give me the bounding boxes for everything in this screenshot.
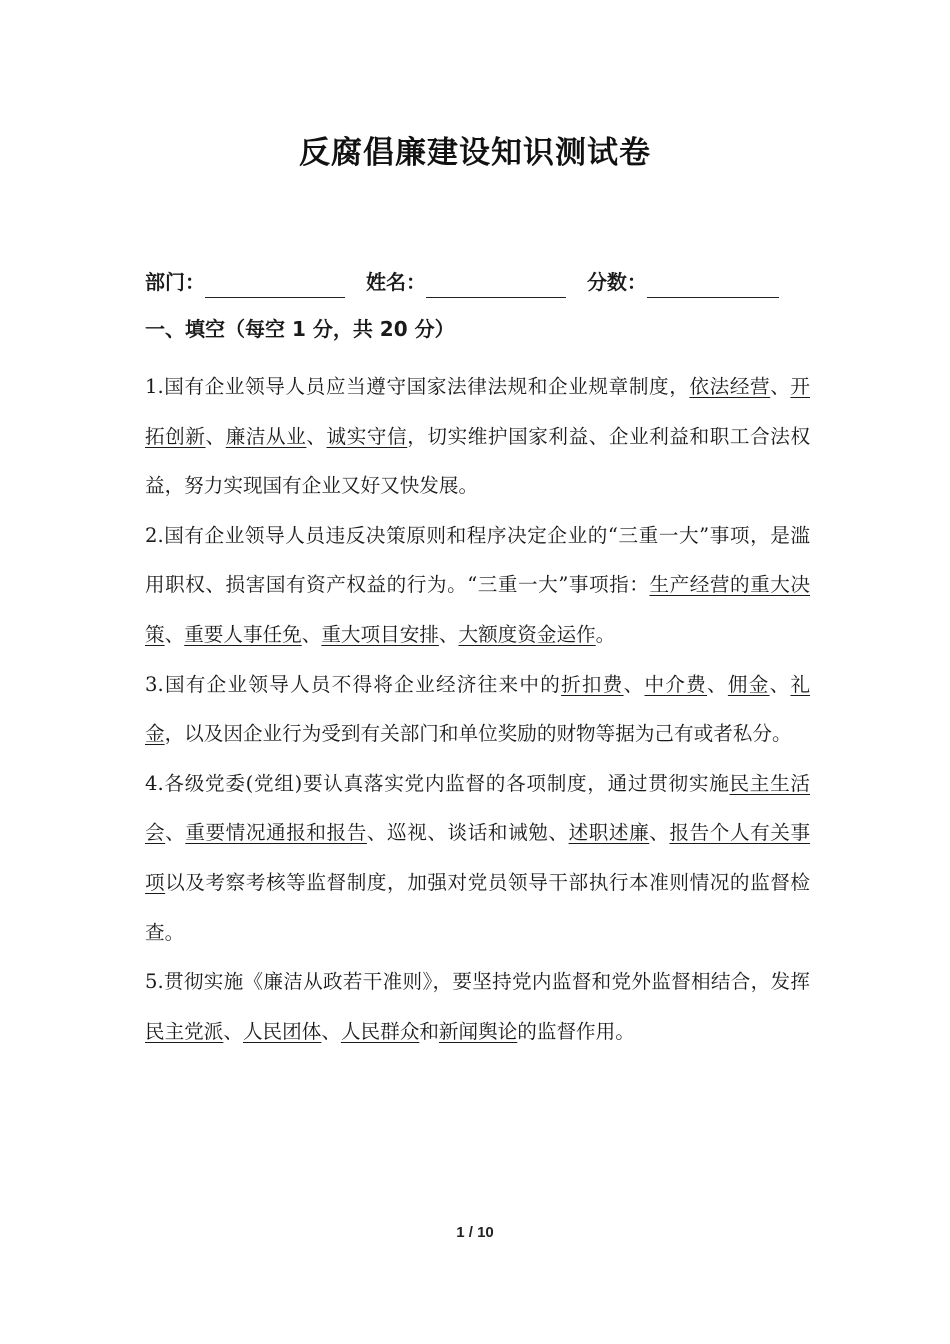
question-3 bbox=[145, 660, 810, 759]
question-5 bbox=[145, 957, 810, 1056]
question-text: 3.国有企业领导人员不得将企业经济往来中的 bbox=[145, 672, 562, 696]
answer-text: 人民团体 bbox=[242, 1019, 322, 1043]
answer-text: 诚实守信 bbox=[326, 424, 408, 448]
question-text: 以及考察考核等监督制度，加强对党员领导干部执行本准则情况的监督检查。 bbox=[145, 870, 811, 944]
answer-text: 重要情况通报和报告 bbox=[185, 821, 367, 845]
question-text: 、 bbox=[649, 821, 670, 845]
info-row bbox=[145, 266, 815, 298]
question-text: 、 bbox=[321, 1019, 341, 1043]
page-title: 反腐倡廉建设知识测试卷 bbox=[299, 135, 651, 171]
question-text: 、 bbox=[205, 424, 226, 448]
question-text: 和 bbox=[419, 1019, 439, 1043]
answer-text: 大额度资金运作 bbox=[458, 622, 596, 646]
question-text: 、 bbox=[165, 821, 186, 845]
question-text: 4.各级党委(党组)要认真落实党内监督的各项制度，通过贯彻实施 bbox=[145, 771, 730, 795]
question-text: 。 bbox=[595, 622, 616, 646]
question-text: 1.国有企业领导人员应当遵守国家法律法规和企业规章制度， bbox=[145, 375, 690, 398]
answer-text: 重大项目安排 bbox=[321, 622, 439, 646]
question-text: 、 bbox=[770, 375, 791, 398]
answer-text: 报告个人有关事项 bbox=[145, 821, 811, 894]
answer-text: 廉洁从业 bbox=[225, 424, 307, 448]
question-text: 的监督作用。 bbox=[517, 1019, 635, 1043]
page-total: 10 bbox=[477, 1224, 494, 1241]
question-text: 5.贯彻实施《廉洁从政若干准则》，要坚持党内监督和党外监督相结合，发挥 bbox=[145, 970, 810, 994]
question-2 bbox=[145, 511, 810, 660]
section-title: 一、填空（每空 1 分，共 20 分） bbox=[145, 317, 455, 341]
page-current: 1 bbox=[456, 1224, 465, 1241]
answer-text: 佣金 bbox=[727, 672, 770, 696]
answer-text: 开拓创新 bbox=[145, 375, 811, 448]
answer-text: 新闻舆论 bbox=[438, 1019, 518, 1043]
question-text: ，切实维护国家利益、企业利益和职工合法权益，努力实现国有企业又好又快发展。 bbox=[145, 424, 811, 498]
answer-text: 重要人事任免 bbox=[184, 622, 302, 646]
question-text: ，以及因企业行为受到有关部门和单位奖励的财物等据为己有或者私分。 bbox=[164, 722, 792, 746]
question-text: 、 bbox=[707, 672, 728, 696]
question-list bbox=[145, 362, 810, 1056]
question-text: 、 bbox=[438, 622, 459, 646]
answer-text: 折扣费 bbox=[561, 672, 624, 696]
name-blank[interactable] bbox=[426, 273, 566, 298]
question-text: 、 bbox=[623, 672, 645, 696]
answer-text: 述职述廉 bbox=[568, 821, 650, 845]
page-separator: / bbox=[464, 1224, 478, 1241]
answer-text: 生产经营的重大决策 bbox=[145, 573, 810, 646]
score-blank[interactable] bbox=[647, 273, 779, 298]
department-label: 部门： bbox=[145, 270, 205, 294]
question-text: 2.国有企业领导人员违反决策原则和程序决定企业的“三重一大”事项，是滥用职权、损害国有资产权益的行为。“三重一大”事项指： bbox=[145, 523, 810, 597]
name-label: 姓名： bbox=[365, 270, 426, 294]
answer-text: 民主生活会 bbox=[145, 771, 811, 845]
question-text: 、巡视、谈话和诫勉、 bbox=[366, 821, 569, 845]
answer-text: 依法经营 bbox=[689, 375, 771, 398]
question-text: 、 bbox=[301, 622, 322, 646]
question-text: 、 bbox=[306, 424, 327, 448]
page-number bbox=[0, 1224, 950, 1241]
answer-text: 中介费 bbox=[644, 672, 708, 696]
question-1 bbox=[145, 362, 810, 511]
question-4 bbox=[145, 759, 810, 957]
department-blank[interactable] bbox=[205, 273, 345, 298]
answer-text: 民主党派 bbox=[145, 1019, 224, 1043]
score-label: 分数： bbox=[586, 270, 647, 294]
answer-text: 人民群众 bbox=[340, 1019, 420, 1043]
question-text: 、 bbox=[164, 622, 185, 646]
question-text: 、 bbox=[769, 672, 791, 696]
question-text: 、 bbox=[223, 1019, 243, 1043]
answer-text: 礼金 bbox=[145, 672, 811, 746]
